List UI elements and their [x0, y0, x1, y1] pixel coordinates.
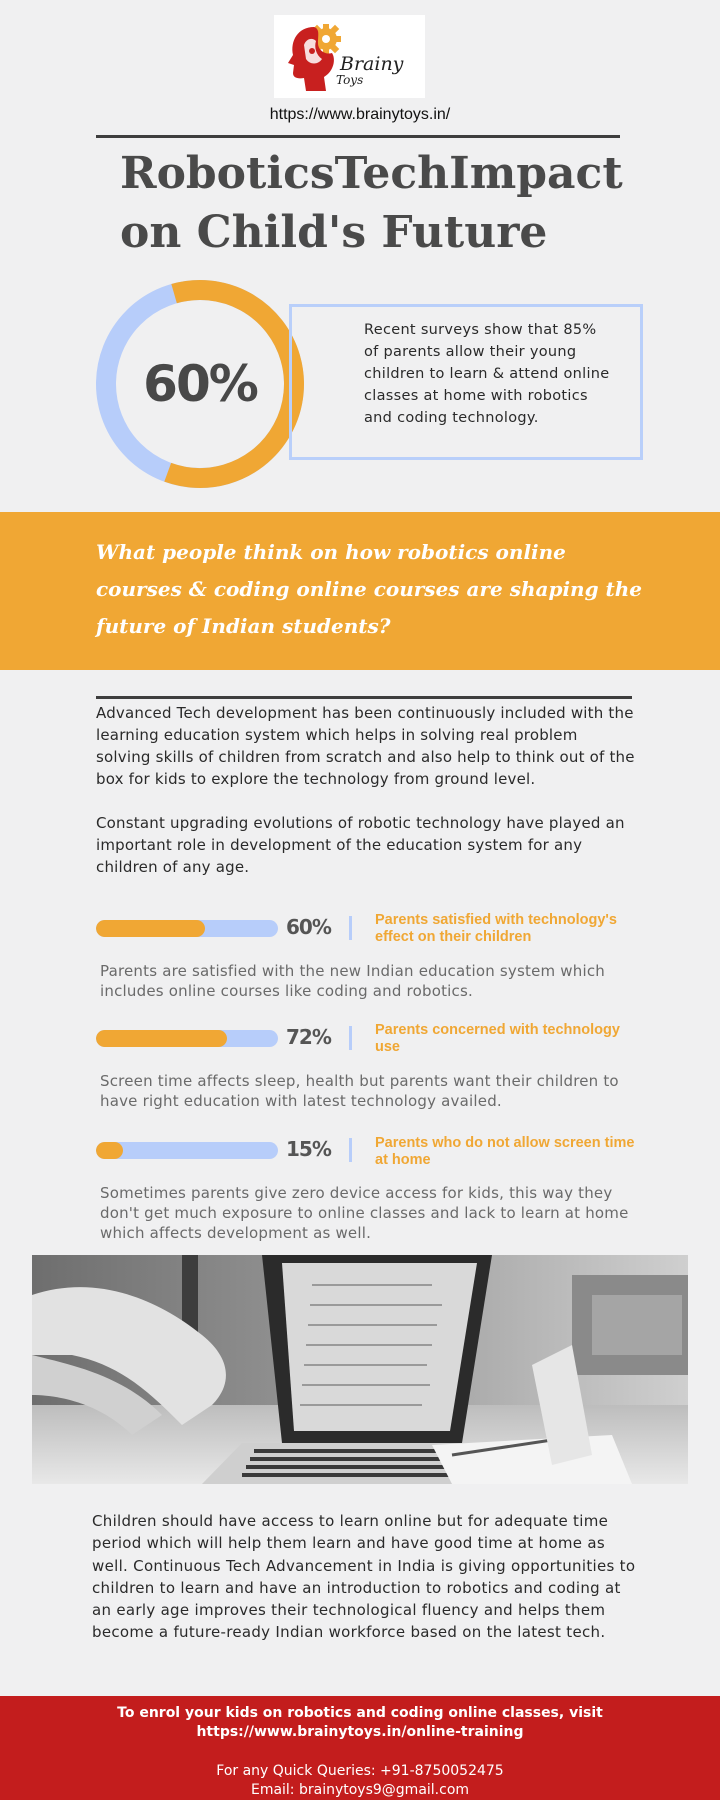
stat-progress-fill: [96, 1142, 123, 1159]
footer-phone[interactable]: For any Quick Queries: +91-8750052475: [216, 1763, 504, 1779]
stat-percent: 72%: [286, 1025, 331, 1049]
divider-top: [96, 135, 620, 138]
stat-title: Parents satisfied with technology's effect on their children: [375, 912, 617, 945]
intro-paragraph: Constant upgrading evolutions of robotic technology have played an important role in development of the education system for any children of any age.: [96, 814, 625, 876]
footer-contact-bar: [0, 1696, 720, 1800]
stat-description: Screen time affects sleep, health but parents want their children to have right education with latest technology availed.: [100, 1072, 619, 1110]
title-word: Tech: [334, 148, 450, 199]
footer-training-link[interactable]: https://www.brainytoys.in/online-training: [196, 1724, 524, 1740]
stat-progress-bar: [96, 1030, 278, 1047]
question-banner: [0, 512, 720, 670]
title-word: Robotics: [120, 148, 335, 199]
stat-percent: 60%: [286, 915, 331, 939]
stat-percent: 15%: [286, 1137, 331, 1161]
footer-cta: [60, 1704, 660, 1742]
stat-progress-bar: [96, 920, 278, 937]
page-title: [120, 144, 623, 262]
stat-description: Sometimes parents give zero device access for kids, this way they don't get much exposure to online classes and lack to learn at home which affects development as well.: [100, 1184, 629, 1242]
stat-progress-bar: [96, 1142, 278, 1159]
divider-mid: [96, 696, 632, 699]
title-word: Impact: [449, 148, 623, 199]
survey-text: Recent surveys show that 85% of parents allow their young children to learn & attend online classes at home with robotics and coding technology.: [364, 322, 610, 426]
title-line-2: on Child's Future: [120, 207, 548, 258]
survey-callout-box: [289, 304, 643, 460]
stat-description: Parents are satisfied with the new Indian education system which includes online courses like coding and robotics.: [100, 962, 605, 1000]
laptop-photo-icon: [32, 1255, 688, 1484]
footer-email[interactable]: Email: brainytoys9@gmail.com: [250, 1782, 470, 1798]
stat-progress-fill: [96, 920, 205, 937]
banner-question: What people think on how robotics online courses & coding online courses are shaping the future of Indian students?: [96, 540, 643, 638]
closing-paragraph: Children should have access to learn online but for adequate time period which will help them learn and have good time at home as well. Continuous Tech Advancement in India is giving opportunities to children to learn and have an introduction to robotics and coding at an early age improves their technological fluency and helps them become a future-ready Indian workforce based on the latest tech.: [92, 1512, 636, 1642]
title-line-1: [120, 144, 623, 203]
stat-divider: [349, 1138, 352, 1162]
stat-divider: [349, 916, 352, 940]
stat-progress-fill: [96, 1030, 227, 1047]
donut-percent-label: 60%: [143, 355, 257, 413]
logo-wordmark-toys: Toys: [336, 73, 364, 87]
stat-title: Parents who do not allow screen time at home: [375, 1135, 635, 1168]
intro-paragraph: Advanced Tech development has been continuously included with the learning education system which helps in solving real problem solving skills of children from scratch and also help to think out of the box for kids to explore the technology from ground level.: [96, 704, 635, 788]
stat-title: Parents concerned with technology use: [375, 1022, 620, 1055]
logo-wordmark-brainy: Brainy: [340, 53, 404, 75]
brainy-toys-logo[interactable]: [274, 15, 425, 98]
footer-cta-text: To enrol your kids on robotics and coding online classes, visit: [117, 1705, 603, 1721]
stat-divider: [349, 1026, 352, 1050]
laptop-desk-photo: [32, 1255, 688, 1484]
site-url-link[interactable]: https://www.brainytoys.in/: [269, 106, 451, 123]
